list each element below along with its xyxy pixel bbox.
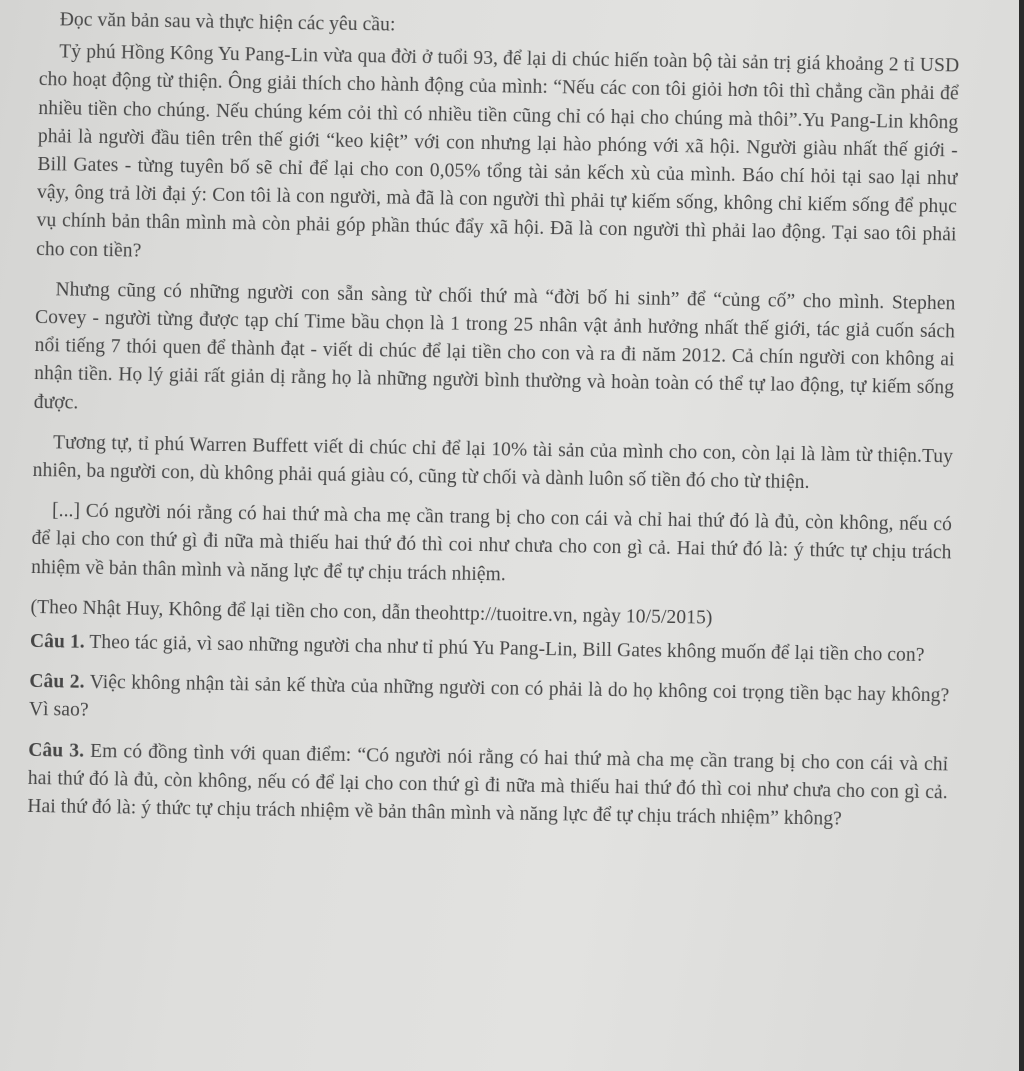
paragraph-3: Tương tự, tỉ phú Warren Buffett viết di chúc chỉ để lại 10% tài sản của mình cho con, còn lại là làm từ thiện.Tuy nhiên, ba người con, dù không phải quá giàu có, cũng từ chối và dành luôn số tiền đó cho từ thiện. bbox=[32, 432, 954, 494]
question-1-text: Theo tác giả, vì sao những người cha như tỉ phú Yu Pang-Lin, Bill Gates không muốn để lại tiền cho con? bbox=[89, 631, 925, 667]
paragraph-2: Nhưng cũng có những người con sẵn sàng từ chối thứ mà “đời bố hi sinh” để “củng cố” cho mình. Stephen Covey - người từng được tạp chí Time bầu chọn là 1 trong 25 nhân vật ảnh hưởng nhất thế giới, tác giả cuốn sách nổi tiếng 7 thói quen để thành đạt - viết di chúc để lại tiền cho con và ra đi năm 2012. Cả chín người con không ai nhận tiền. Họ lý giải rất giản dị rằng họ là những người bình thường và hoàn toàn có thể tự lao động, tự kiếm sống được. bbox=[33, 279, 956, 414]
question-2-text: Việc không nhận tài sản kế thừa của những người con có phải là do họ không coi trọng tiền bạc hay không? Vì sao? bbox=[28, 672, 950, 722]
paragraph-1: Tỷ phú Hồng Kông Yu Pang-Lin vừa qua đời ở tuổi 93, để lại di chúc hiến toàn bộ tài sản trị giá khoảng 2 tỉ USD cho hoạt động từ thiện. Ông giải thích cho hành động của mình: “Nếu các con tôi giỏi hơn tôi thì chẳng cần phải để nhiều tiền cho chúng. Nếu chúng kém cỏi thì có nhiều tiền cũng chỉ có hại cho chúng mà thôi”.Yu Pang-Lin không phải là người đầu tiên trên thế giới “keo kiệt” với con nhưng lại hào phóng với xã hội. Người giàu nhất thế giới - Bill Gates - từng tuyên bố sẽ chỉ để lại cho con 0,05% tổng tài sản kếch xù của mình. Báo chí hỏi tại sao lại như vậy, ông trả lời đại ý: Con tôi là con người, mà đã là con người thì phải tự kiếm sống, không chỉ kiếm sống để phục vụ chính bản thân mình mà còn phải góp phần thúc đẩy xã hội. Đã là con người thì phải lao động. Tại sao tôi phải cho con tiền? bbox=[36, 41, 960, 262]
question-3 bbox=[27, 737, 948, 836]
question-3-text: Em có đồng tình với quan điểm: “Có người nói rằng có hai thứ mà cha mẹ cần trang bị cho con cái và chỉ hai thứ đó là đủ, còn không, nếu có để lại cho con thứ gì đi nữa mà thiếu hai thứ đó thì coi như chưa cho con gì cả. Hai thứ đó là: ý thức tự chịu trách nhiệm về bản thân mình và năng lực để tự chịu trách nhiệm” không? bbox=[27, 740, 949, 830]
question-2-label: Câu 2. bbox=[29, 671, 85, 694]
question-2 bbox=[29, 668, 950, 739]
question-1 bbox=[30, 628, 950, 671]
question-1-label: Câu 1. bbox=[29, 630, 85, 653]
paragraph-4: [...] Có người nói rằng có hai thứ mà cha mẹ cần trang bị cho con cái và chỉ hai thứ đó là đủ, còn không, nếu có để lại cho con thứ gì đi nữa mà thiếu hai thứ đó thì coi như chưa cho con gì cả. Hai thứ đó là: ý thức tự chịu trách nhiệm về bản thân mình và năng lực để tự chịu trách nhiệm. bbox=[31, 500, 953, 586]
photo-right-edge bbox=[1019, 0, 1024, 1071]
question-3-label: Câu 3. bbox=[28, 739, 85, 762]
printed-sheet bbox=[27, 6, 960, 848]
instruction-text: Đọc văn bản sau và thực hiện các yêu cầu: bbox=[59, 9, 396, 36]
source-citation: (Theo Nhật Huy, Không để lại tiền cho con, dẫn theohttp://tuoitre.vn, ngày 10/5/2015) bbox=[30, 596, 713, 629]
